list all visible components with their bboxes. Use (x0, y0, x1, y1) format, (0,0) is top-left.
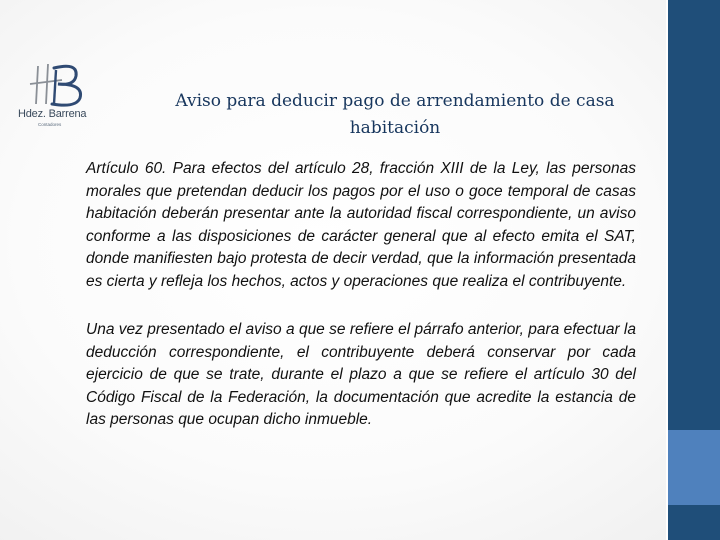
article-paragraph-1: Artículo 60. Para efectos del artículo 28, fracción XIII de la Ley, las personas morales que pretendan deducir los pagos por el uso o goce temporal de casas habitación deberán presentar ante la autoridad fiscal correspondiente, un aviso conforme a las disposiciones de carácter general que al efecto emita el SAT, donde manifiesten bajo protesta de decir verdad, que la información presentada es cierta y refleja los hechos, actos y operaciones que realiza el contribuyente. (86, 160, 636, 290)
logo-name: Hdez. Barrena (18, 108, 87, 120)
hb-monogram-icon (18, 60, 98, 110)
sidebar-dark-block-top (668, 0, 720, 430)
sidebar-light-block (668, 430, 720, 505)
sidebar-dark-block-bottom (668, 505, 720, 540)
right-sidebar-decoration (666, 0, 720, 540)
slide-title: Aviso para deducir pago de arrendamiento de casa habitación (175, 91, 615, 138)
company-logo (18, 60, 98, 130)
article-paragraph-2: Una vez presentado el aviso a que se refiere el párrafo anterior, para efectuar la deducción correspondiente, el contribuyente deberá conservar por cada ejercicio de que se trate, durante el plazo a que se refiere el artículo 30 del Código Fiscal de la Federación, la documentación que acredite la estancia de las personas que ocupan dicho inmueble. (86, 321, 636, 429)
logo-subtitle: Contadores (38, 122, 62, 127)
